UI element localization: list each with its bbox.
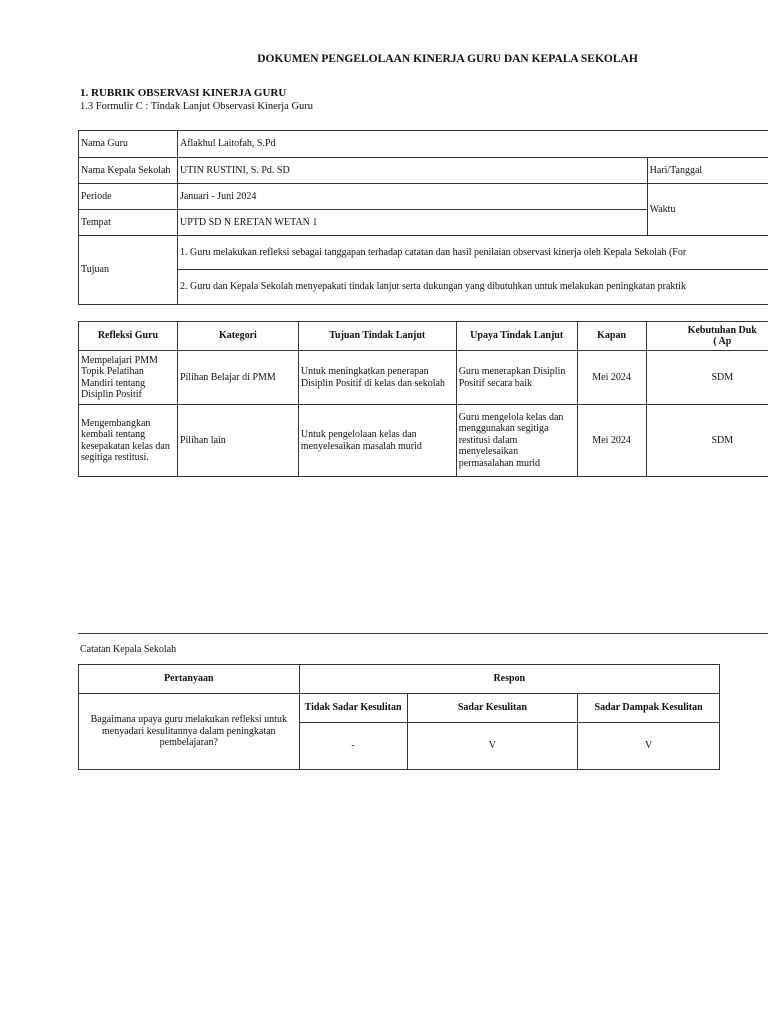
answer-tidak-sadar: - [299, 723, 407, 770]
periode-label: Periode [79, 184, 178, 210]
header-kapan: Kapan [577, 322, 646, 351]
kategori-cell: Pilihan lain [177, 405, 298, 477]
table-row [79, 351, 768, 405]
tindak-lanjut-table [78, 321, 768, 477]
question-cell: Bagaimana upaya guru melakukan refleksi untuk menyadari kesulitannya dalam peningkatan pembelajaran? [79, 694, 300, 770]
header-kebutuhan-dukungan [646, 322, 768, 351]
header-upaya-tindak-lanjut: Upaya Tindak Lanjut [456, 322, 577, 351]
header-tujuan-tindak-lanjut: Tujuan Tindak Lanjut [298, 322, 456, 351]
tujuan-item-2: 2. Guru dan Kepala Sekolah menyepakati tindak lanjut serta dukungan yang dibutuhkan untuk melakukan peningkatan praktik [177, 270, 768, 305]
tujuan-item-1: 1. Guru melakukan refleksi sebagai tanggapan terhadap catatan dan hasil penilaian observasi kinerja oleh Kepala Sekolah (For [177, 236, 768, 270]
catatan-label: Catatan Kepala Sekolah [80, 644, 177, 655]
answer-sadar-dampak: V [578, 723, 720, 770]
subsection-heading: 1.3 Formulir C : Tindak Lanjut Observasi Kinerja Guru [80, 101, 314, 112]
table-row [79, 405, 768, 477]
info-table [78, 130, 768, 305]
tempat-value: UPTD SD N ERETAN WETAN 1 [177, 210, 647, 236]
header-kebutuhan-line-2: ( Ap [713, 336, 732, 347]
header-respon: Respon [299, 665, 719, 694]
kapan-cell: Mei 2024 [577, 351, 646, 405]
tempat-label: Tempat [79, 210, 178, 236]
tujuan-label: Tujuan [79, 236, 178, 305]
section-divider [78, 633, 768, 634]
nama-guru-value: Aflakhul Laitofah, S.Pd [177, 131, 768, 158]
refleksi-cell: Mengembangkan kembali tentang kesepakatan kelas dan segitiga restitusi. [79, 405, 178, 477]
waktu-label: Waktu [647, 184, 768, 236]
upaya-cell: Guru menerapkan Disiplin Positif secara baik [456, 351, 577, 405]
kebutuhan-cell: SDM [646, 405, 768, 477]
catatan-table [78, 664, 720, 770]
hari-tanggal-label: Hari/Tanggal [647, 158, 768, 184]
nama-guru-label: Nama Guru [79, 131, 178, 158]
tujuan-cell: Untuk meningkatkan penerapan Disiplin Positif di kelas dan sekolah [298, 351, 456, 405]
section-heading: 1. RUBRIK OBSERVASI KINERJA GURU [80, 87, 287, 99]
header-refleksi-guru: Refleksi Guru [79, 322, 178, 351]
header-pertanyaan: Pertanyaan [79, 665, 300, 694]
refleksi-cell: Mempelajari PMM Topik Pelatihan Mandiri tentang Disiplin Positif [79, 351, 178, 405]
header-kebutuhan-line-1: Kebutuhan Duk [687, 324, 757, 336]
kategori-cell: Pilihan Belajar di PMM [177, 351, 298, 405]
document-title: DOKUMEN PENGELOLAAN KINERJA GURU DAN KEPALA SEKOLAH [257, 53, 638, 65]
kepala-sekolah-label: Nama Kepala Sekolah [79, 158, 178, 184]
tujuan-cell: Untuk pengelolaan kelas dan menyelesaikan masalah murid [298, 405, 456, 477]
header-tidak-sadar-kesulitan: Tidak Sadar Kesulitan [299, 694, 407, 723]
periode-value: Januari - Juni 2024 [177, 184, 647, 210]
upaya-cell: Guru mengelola kelas dan menggunakan segitiga restitusi dalam menyelesaikan permasalahan murid [456, 405, 577, 477]
kebutuhan-cell: SDM [646, 351, 768, 405]
header-kategori: Kategori [177, 322, 298, 351]
kapan-cell: Mei 2024 [577, 405, 646, 477]
kepala-sekolah-value: UTIN RUSTINI, S. Pd. SD [177, 158, 647, 184]
answer-sadar: V [407, 723, 578, 770]
header-sadar-kesulitan: Sadar Kesulitan [407, 694, 578, 723]
header-sadar-dampak-kesulitan: Sadar Dampak Kesulitan [578, 694, 720, 723]
